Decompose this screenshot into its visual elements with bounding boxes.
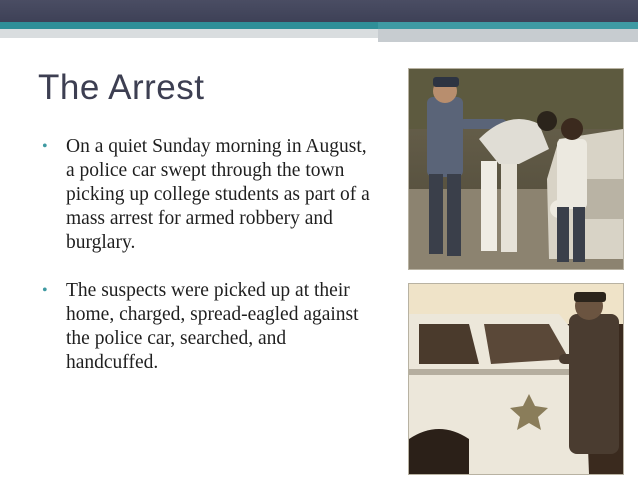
accent-strip-right [378,22,638,29]
divider-strip-right [378,29,638,42]
police-search-illustration [409,69,623,269]
divider-strip-left [0,29,378,38]
police-car-illustration [409,284,623,474]
police-car-arrest-photo [408,283,624,475]
police-search-photo [408,68,624,270]
bullet-text: On a quiet Sunday morning in August, a police car swept through the town picking up college students as part of a mass arrest for armed robbery and burglary. [66,136,370,253]
bullet-list [40,135,370,399]
bullet-item [40,135,370,255]
bullet-marker: • [42,282,48,299]
slide-title: The Arrest [38,68,205,107]
header-band [0,0,638,22]
accent-strip-left [0,22,378,29]
bullet-marker: • [42,138,48,155]
bullet-text: The suspects were picked up at their home, charged, spread-eagled against the police car, searched, and handcuffed. [66,280,359,373]
bullet-item [40,279,370,375]
